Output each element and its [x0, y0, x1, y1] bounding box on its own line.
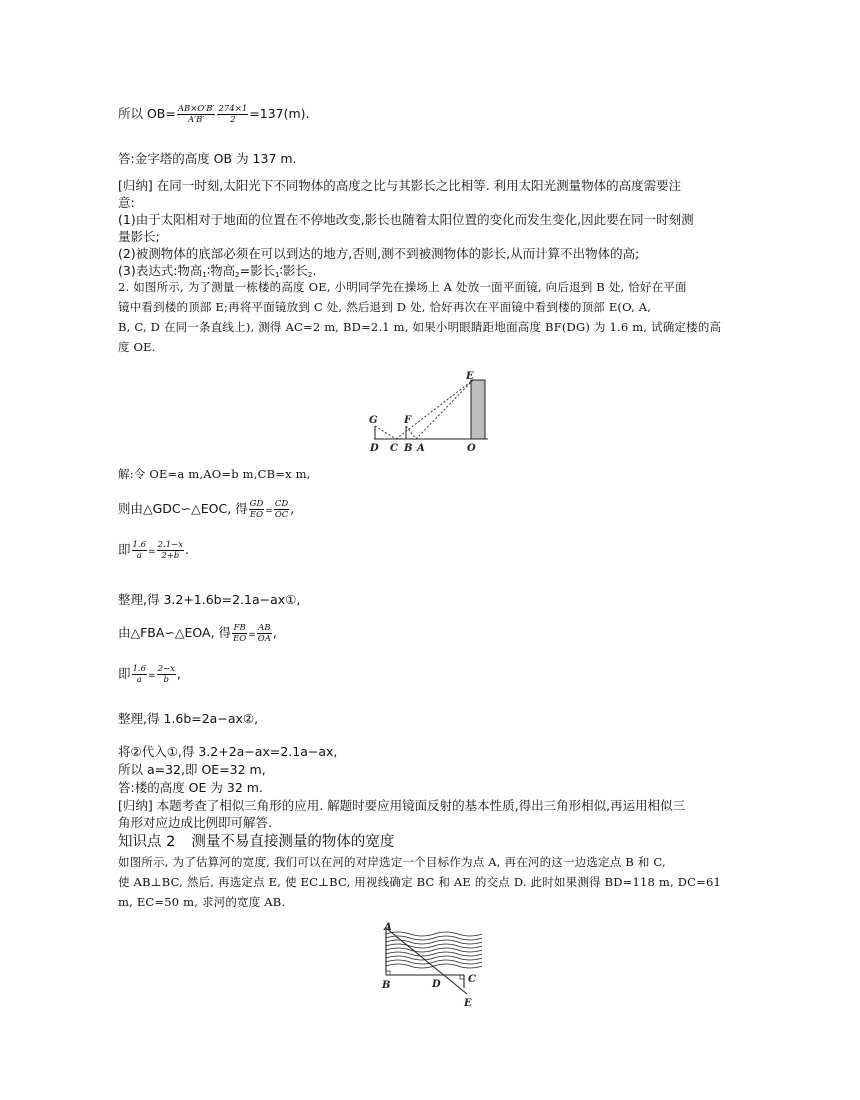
- problem-2-line: 镜中看到楼的顶部 E;再将平面镜放到 C 处, 然后退到 D 处, 恰好再次在平面镜中看到楼的顶部 E(O, A,: [118, 300, 652, 314]
- label-a: A: [384, 922, 392, 933]
- answer-line: 答:楼的高度 OE 为 32 m.: [118, 780, 263, 795]
- summary-line: [归纳] 本题考查了相似三角形的应用. 解题时要应用镜面反射的基本性质,得出三角形相似,再运用相似三: [118, 798, 686, 813]
- label-b: B: [382, 980, 391, 991]
- solution-line: 将②代入①,得 3.2+2a−ax=2.1a−ax,: [118, 744, 338, 759]
- fraction: $\frac{AB\times O'B'}{A'B'}$: [177, 104, 215, 125]
- problem-3-line: m, EC=50 m, 求河的宽度 AB.: [118, 895, 286, 909]
- solution-line: 即 $\frac{1.6}{a}$ = $\frac{2.1-x}{2+b}$ .: [118, 540, 190, 561]
- summary-line: [归纳] 在同一时刻,太阳光下不同物体的高度之比与其影长之比相等. 利用太阳光测量物体的高度需要注: [118, 178, 682, 193]
- label-d: D: [370, 443, 379, 454]
- ray-g-c: [375, 426, 396, 439]
- ray-f-a: [406, 426, 416, 439]
- right-angle-c: [460, 975, 464, 979]
- solution-line: 即 $\frac{1.6}{a}$ = $\frac{2-x}{b}$ ,: [118, 664, 181, 685]
- label-c: C: [468, 974, 476, 985]
- ray-a-e: [416, 380, 473, 439]
- formula-line: (3)表达式:物高$_1$∶物高$_2$=影长$_1$∶影长$_2$.: [118, 263, 317, 279]
- fraction: $\frac{2.1-x}{2+b}$: [157, 540, 184, 561]
- problem-2-line: B, C, D 在同一条直线上), 测得 AC=2 m, BD=2.1 m, 如果小明眼睛距地面高度 BF(DG) 为 1.6 m, 试确定楼的高: [118, 320, 722, 334]
- right-angle-b: [386, 971, 390, 975]
- label-d: D: [432, 979, 441, 990]
- label-g: G: [369, 415, 378, 426]
- problem-2-line: 度 OE.: [118, 340, 156, 354]
- fraction: $\frac{2-x}{b}$: [157, 664, 175, 685]
- solution-line: 解:令 OE=a m,AO=b m,CB=x m,: [118, 467, 311, 481]
- label-e: E: [464, 998, 472, 1009]
- section-heading: 知识点 2 测量不易直接测量的物体的宽度: [118, 834, 395, 850]
- building-mirror-figure: [366, 370, 496, 456]
- solution-line-ob: 所以 OB= $\frac{AB\times O'B'}{A'B'}$ $\frac{274\times 1}{2}$ =137(m).: [118, 104, 310, 125]
- solution-line: 所以 a=32,即 OE=32 m,: [118, 762, 266, 777]
- river-waves: [386, 932, 482, 968]
- fraction: $\frac{274\times 1}{2}$: [218, 104, 248, 125]
- solution-line: 则由△GDC∽△EOC, 得 $\frac{GD}{EO}$ = $\frac{CD}{OC}$ ,: [118, 499, 295, 520]
- fraction: $\frac{CD}{OC}$: [274, 499, 289, 520]
- summary-line: (1)由于太阳相对于地面的位置在不停地改变,影长也随着太阳位置的变化而发生变化,因此要在同一时刻测: [118, 212, 694, 227]
- summary-line: 角形对应边成比例即可解答.: [118, 815, 272, 830]
- label-o: O: [467, 443, 476, 454]
- river-width-figure: [378, 920, 488, 1012]
- ray-c-e: [396, 380, 473, 439]
- summary-line: 量影长;: [118, 229, 160, 244]
- building: [471, 380, 485, 439]
- summary-line: (2)被测物体的底部必须在可以到达的地方,否则,测不到被测物体的影长,从而计算不出物体的高;: [118, 246, 640, 261]
- solution-line: 由△FBA∽△EOA, 得 $\frac{FB}{EO}$ = $\frac{AB}{OA}$ ,: [118, 623, 277, 644]
- problem-3-line: 如图所示, 为了估算河的宽度, 我们可以在河的对岸选定一个目标作为点 A, 再在河的这一边选定点 B 和 C,: [118, 855, 666, 869]
- summary-line: 意:: [118, 195, 135, 210]
- problem-2-line: 2. 如图所示, 为了测量一栋楼的高度 OE, 小明同学先在操场上 A 处放一面平面镜, 向后退到 B 处, 恰好在平面: [118, 280, 687, 294]
- fraction: $\frac{AB}{OA}$: [257, 623, 271, 644]
- label-f: F: [404, 415, 412, 426]
- solution-line: 整理,得 1.6b=2a−ax②,: [118, 711, 259, 726]
- fraction: $\frac{FB}{EO}$: [233, 623, 247, 644]
- label-b: B: [404, 443, 413, 454]
- fraction: $\frac{1.6}{a}$: [132, 664, 147, 685]
- label-c: C: [390, 443, 398, 454]
- label-e: E: [466, 371, 474, 382]
- label-a: A: [417, 443, 425, 454]
- answer-line: 答:金字塔的高度 OB 为 137 m.: [118, 151, 297, 166]
- problem-3-line: 使 AB⊥BC, 然后, 再选定点 E, 使 EC⊥BC, 用视线确定 BC 和 AE 的交点 D. 此时如果测得 BD=118 m, DC=61: [118, 875, 722, 889]
- fraction: $\frac{GD}{EO}$: [249, 499, 264, 520]
- fraction: $\frac{1.6}{a}$: [132, 540, 147, 561]
- solution-line: 整理,得 3.2+1.6b=2.1a−ax①,: [118, 592, 301, 607]
